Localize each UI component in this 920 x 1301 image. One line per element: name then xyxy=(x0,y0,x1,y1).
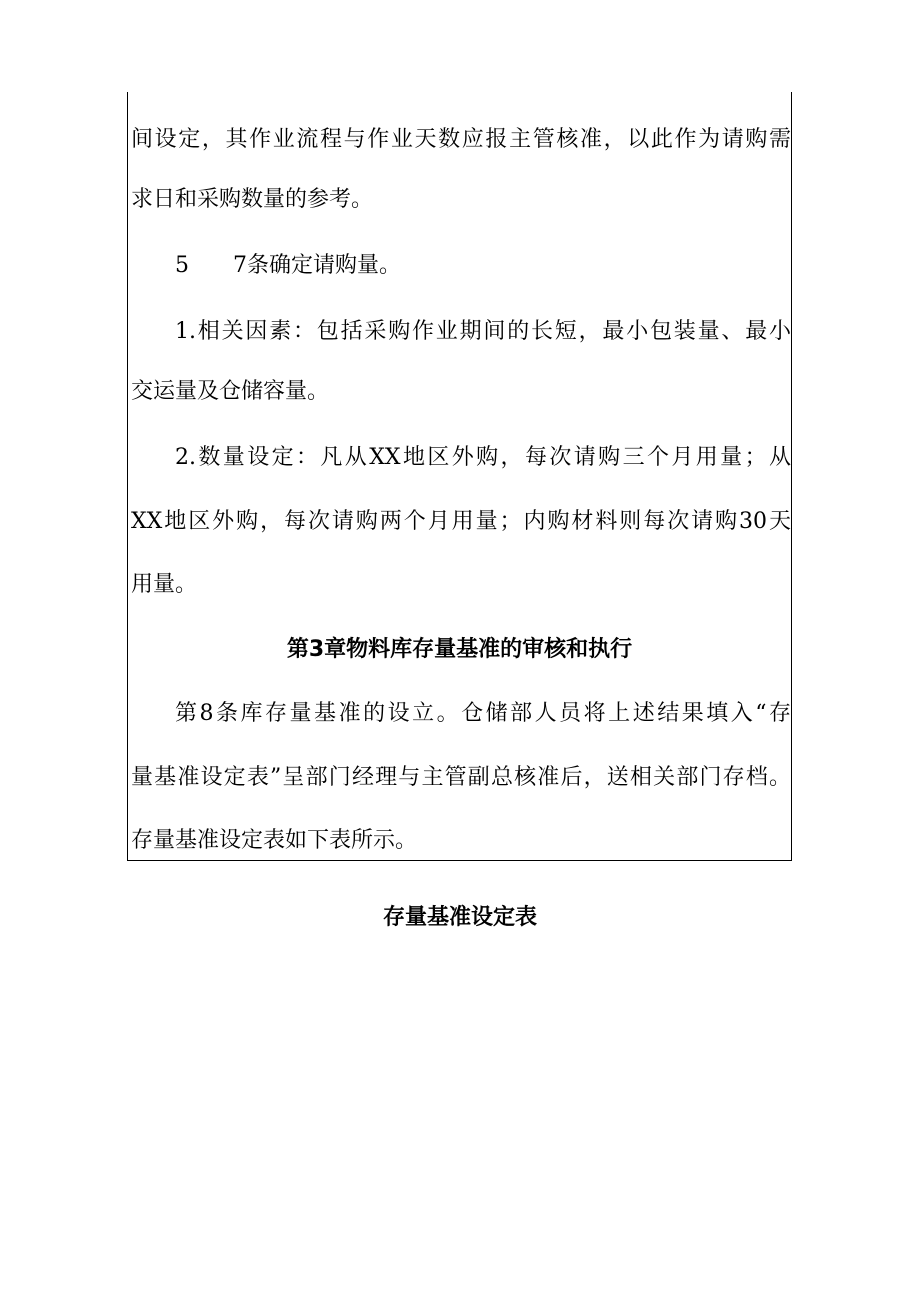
text-line: 存量基准设定表如下表所示。 xyxy=(131,828,418,853)
text-line: 用量。 xyxy=(131,572,198,597)
article-heading: 5 7条确定请购量。 xyxy=(175,253,401,278)
text-line: 求日和采购数量的参考。 xyxy=(131,187,374,212)
text-line: 交运量及仓储容量。 xyxy=(131,379,330,404)
text-line: 间设定，其作业流程与作业天数应报主管核准，以此作为请购需 xyxy=(131,127,791,152)
text-line: XX地区外购，每次请购两个月用量；内购材料则每次请购30天 xyxy=(131,509,791,534)
text-line: 量基准设定表”呈部门经理与主管副总核准后，送相关部门存档。 xyxy=(131,765,791,790)
text-line: 第8条库存量基准的设立。仓储部人员将上述结果填入“存 xyxy=(175,701,791,726)
table-title: 存量基准设定表 xyxy=(382,905,537,930)
chapter-heading: 第3章物料库存量基准的审核和执行 xyxy=(286,637,633,662)
text-line: 1.相关因素：包括采购作业期间的长短，最小包装量、最小 xyxy=(175,319,791,344)
text-line: 2.数量设定：凡从XX地区外购，每次请购三个月用量；从 xyxy=(175,445,791,470)
